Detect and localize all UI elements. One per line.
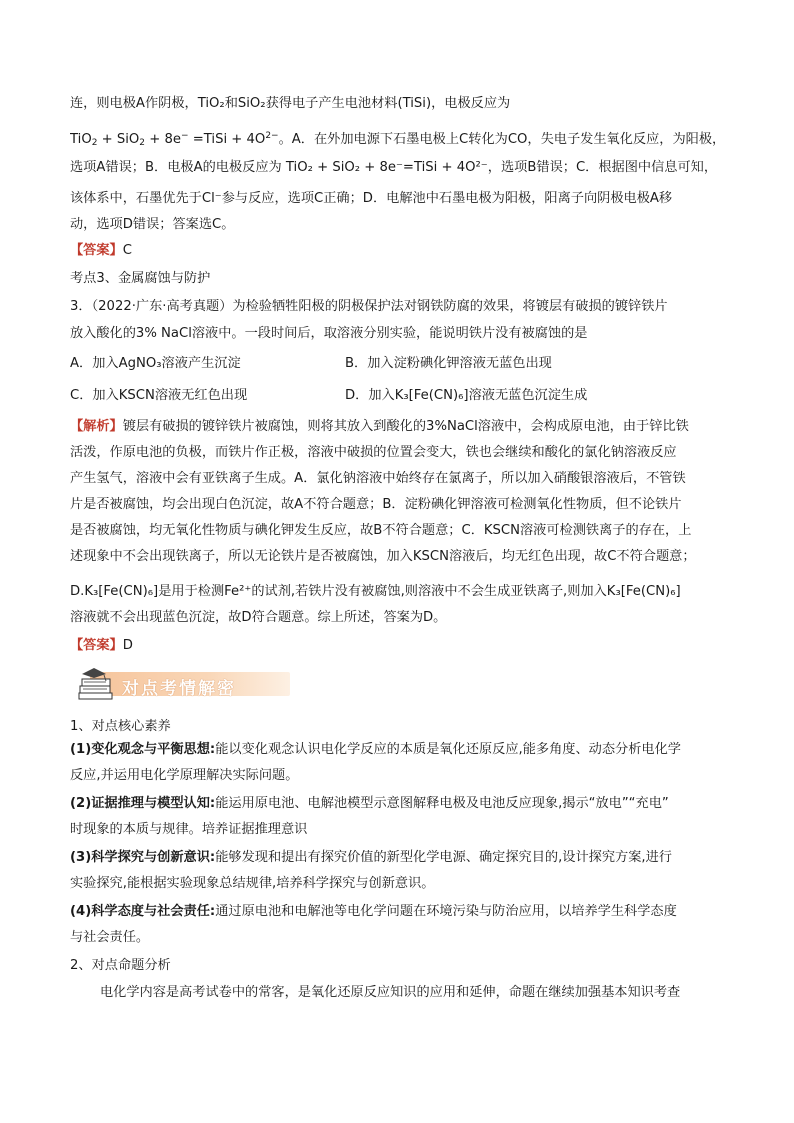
analysis-line-4: 片是否被腐蚀，均会出现白色沉淀，故A不符合题意；B．淀粉碘化钾溶液可检测氧化性物质，但不论铁片 <box>70 497 682 512</box>
intro-line-1: 连，则电极A作阴极，TiO₂和SiO₂获得电子产生电池材料(TiSi)，电极反应为 <box>70 96 511 111</box>
analysis-line-8: 溶液就不会出现蓝色沉淀，故D符合题意。综上所述，答案为D。 <box>70 610 447 625</box>
section-banner <box>70 664 280 702</box>
core-p2-line-2: 时现象的本质与规律。培养证据推理意识 <box>70 822 308 837</box>
question-3-line-2: 放入酸化的3% NaCl溶液中。一段时间后，取溶液分别实验，能说明铁片没有被腐蚀的是 <box>70 326 588 341</box>
intro-line-2-text: 。A．在外加电源下石墨电极上C转化为CO，失电子发生氧化反应，为阳极， <box>278 132 726 147</box>
core-p1-line-1: (1)变化观念与平衡思想:能以变化观念认识电化学反应的本质是氧化还原反应,能多角度、动态分析电化学 <box>70 742 681 757</box>
analysis-line-7: D.K₃[Fe(CN)₆]是用于检测Fe²⁺的试剂,若铁片没有被腐蚀,则溶液中不会生成亚铁离子,则加入K₃[Fe(CN)₆] <box>70 584 681 599</box>
intro-line-4: 该体系中，石墨优先于Cl⁻参与反应，选项C正确；D．电解池中石墨电极为阳极，阳离子向阴极电极A移 <box>70 191 673 206</box>
section-3-heading: 考点3、金属腐蚀与防护 <box>70 271 211 286</box>
analysis-2-heading: 2、对点命题分析 <box>70 958 171 973</box>
analysis-line-6: 述现象中不会出现铁离子，所以无论铁片是否被腐蚀，加入KSCN溶液后，均无红色出现，故C不符合题意； <box>70 549 696 564</box>
analysis-line-1: 【解析】镀层有破损的镀锌铁片被腐蚀，则将其放入到酸化的3%NaCl溶液中，会构成原电池，由于锌比铁 <box>70 419 689 434</box>
core-heading: 1、对点核心素养 <box>70 719 171 734</box>
core-p2-line-1: (2)证据推理与模型认知:能运用原电池、电解池模型示意图解释电极及电池反应现象,揭示“放电”“充电” <box>70 796 669 811</box>
formula-tio2: TiO <box>70 132 92 147</box>
answer-1 <box>70 242 730 260</box>
answer-value: D <box>122 638 133 653</box>
option-d: D．加入K₃[Fe(CN)₆]溶液无蓝色沉淀生成 <box>345 388 588 403</box>
intro-line-2: TiO$_2$ + SiO$_2$ + 8e− =TiSi + $4O^{2-}$。A．在外加电源下石墨电极上C转化为CO，失电子发生氧化反应，为阳极， <box>70 131 726 148</box>
option-a: A．加入AgNO₃溶液产生沉淀 <box>70 356 241 371</box>
question-3-line-1: 3．（2022·广东·高考真题）为检验牺牲阳极的阴极保护法对钢铁防腐的效果，将镀层有破损的镀锌铁片 <box>70 299 668 314</box>
option-c: C．加入KSCN溶液无红色出现 <box>70 388 248 403</box>
analysis-line-2: 活泼，作原电池的负极，而铁片作正极，溶液中破损的位置会变大，铁也会继续和酸化的氯化钠溶液反应 <box>70 445 677 460</box>
formula-electron: + 8e <box>145 132 181 147</box>
answer-value: C <box>122 243 132 258</box>
core-p3-line-1: (3)科学探究与创新意识:能够发现和提出有探究价值的新型化学电源、确定探究目的,设计探究方案,进行 <box>70 850 672 865</box>
books-icon <box>76 664 120 702</box>
formula-product: =TiSi + 4O <box>188 132 266 147</box>
core-p3-line-2: 实验探究,能根据实验现象总结规律,培养科学探究与创新意识。 <box>70 876 435 891</box>
option-b: B．加入淀粉碘化钾溶液无蓝色出现 <box>345 356 552 371</box>
analysis-line-3: 产生氢气，溶液中会有亚铁离子生成。A．氯化钠溶液中始终存在氯离子，所以加入硝酸银溶液后，不管铁 <box>70 471 686 486</box>
core-p1-line-2: 反应,并运用电化学原理解决实际问题。 <box>70 768 299 783</box>
answer-2 <box>70 637 730 655</box>
intro-line-5: 动，选项D错误；答案选C。 <box>70 217 235 232</box>
core-p4-line-2: 与社会责任。 <box>70 930 150 945</box>
analysis-line-5: 是否被腐蚀，均无氧化性物质与碘化钾发生反应，故B不符合题意；C．KSCN溶液可检测铁离子的存在，上 <box>70 523 692 538</box>
core-p4-line-1: (4)科学态度与社会责任:通过原电池和电解池等电化学问题在环境污染与防治应用，以培养学生科学态度 <box>70 904 677 919</box>
banner-title: 对点考情解密 <box>122 679 236 699</box>
formula-sio2: + SiO <box>97 132 140 147</box>
answer-label: 【答案】 <box>70 638 123 653</box>
answer-label: 【答案】 <box>70 243 123 258</box>
analysis-label: 【解析】 <box>70 419 123 434</box>
intro-line-3: 选项A错误；B．电极A的电极反应为 TiO₂ + SiO₂ + 8e⁻=TiSi + 4O²⁻，选项B错误；C．根据图中信息可知， <box>70 160 718 175</box>
analysis-2-line-1: 电化学内容是高考试卷中的常客，是氧化还原反应知识的应用和延伸，命题在继续加强基本知识考查 <box>100 985 681 1000</box>
